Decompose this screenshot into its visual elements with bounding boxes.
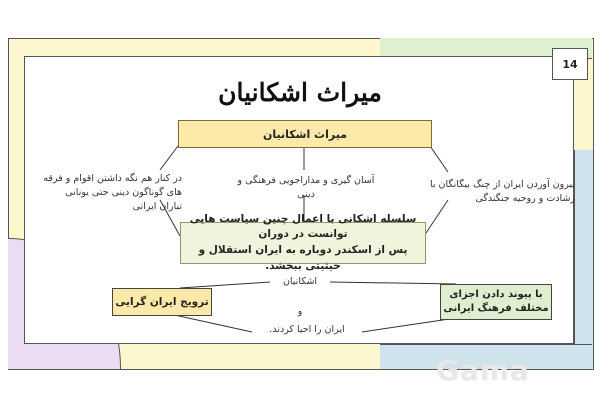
branch-text-middle: آسان گیری و مداراجویی فرهنگی و دینی bbox=[237, 175, 375, 200]
label-ashkanian: اشکانیان bbox=[282, 276, 318, 287]
diagram-right-box bbox=[440, 284, 552, 320]
branch-text-left: در کنار هم نگه داشتن اقوام و فرقه های گوناگون دینی حتی یونانی تباران ایرانی bbox=[43, 173, 182, 212]
center-box-line-2: پس از اسکندر دوباره به ایران استقلال و حیثیتی ببخشد. bbox=[198, 244, 408, 272]
label-and: و bbox=[297, 306, 303, 317]
diagram-top-box: میراث اشکانیان bbox=[178, 120, 432, 148]
right-box-line-2: مختلف فرهنگ ایرانی bbox=[443, 303, 549, 314]
diagram-left-box: ترویج ایران گرایی bbox=[112, 288, 212, 316]
frame-strip-blue-right bbox=[574, 150, 593, 368]
branch-text-right: بیرون آوردن ایران از چنگ بیگانگان با رشادت و روحیه جنگندگی bbox=[429, 179, 575, 204]
page-title: میراث اشکانیان bbox=[218, 78, 382, 107]
label-revived-iran: ایران را احیا کردند. bbox=[269, 324, 345, 335]
center-box-line-1: سلسله اشکانی با اعمال چنین سیاست هایی توانست در دوران bbox=[189, 212, 417, 241]
page-number: 14 bbox=[552, 48, 588, 80]
right-box-line-1: با پیوند دادن اجزای bbox=[449, 288, 543, 300]
diagram-center-box bbox=[180, 212, 426, 272]
gama-logo-watermark: Gama bbox=[436, 354, 530, 387]
